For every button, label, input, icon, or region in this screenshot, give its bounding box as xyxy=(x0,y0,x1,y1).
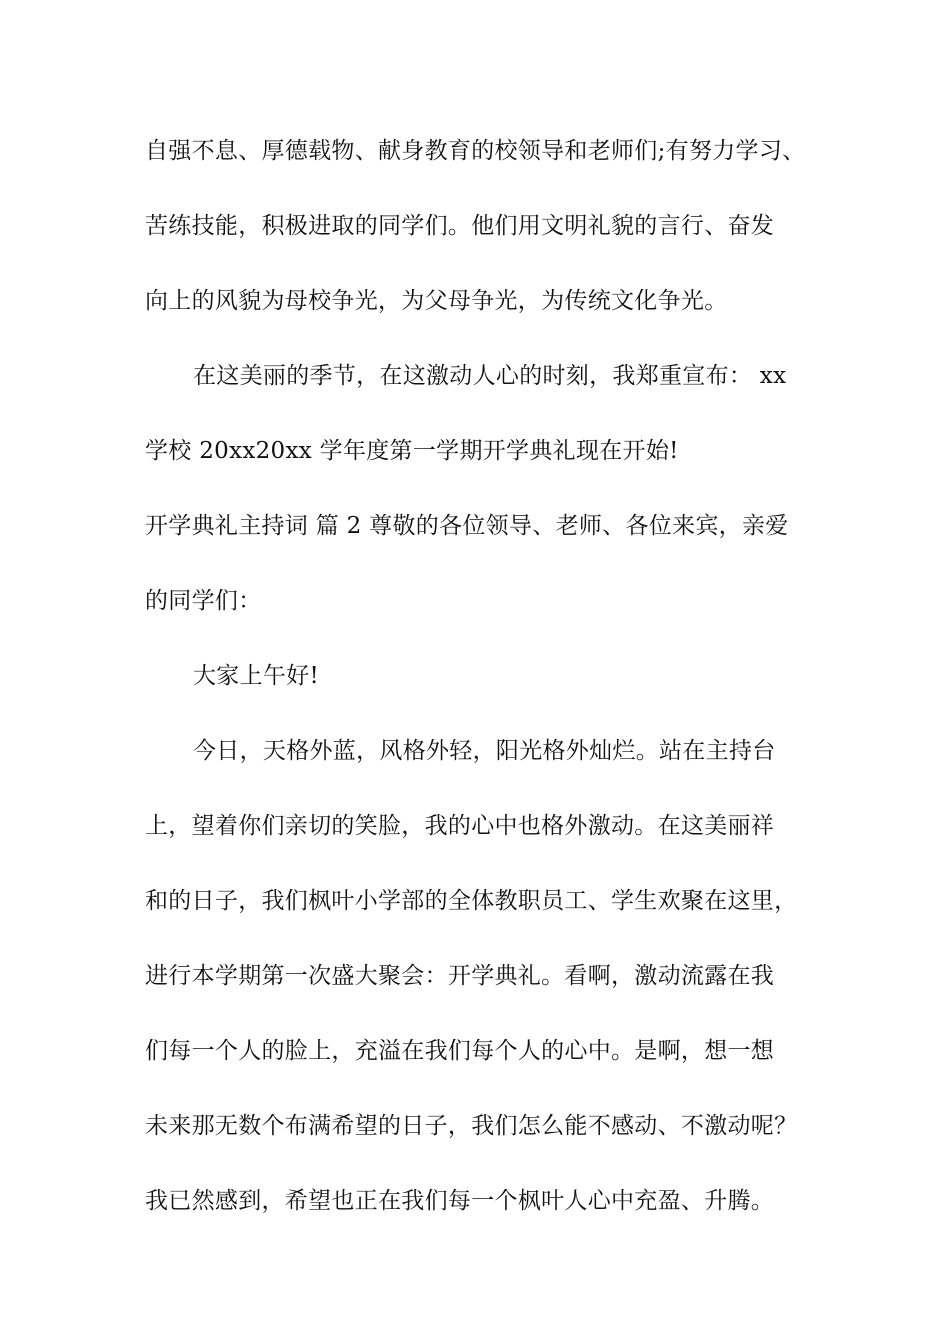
text-line: 苦练技能，积极进取的同学们。他们用文明礼貌的言行、奋发 xyxy=(145,213,775,239)
text-line: 学校 20xx20xx 学年度第一学期开学典礼现在开始! xyxy=(145,438,679,464)
text-line: 进行本学期第一次盛大聚会：开学典礼。看啊，激动流露在我 xyxy=(145,963,775,989)
text-line: 向上的风貌为母校争光，为父母争光，为传统文化争光。 xyxy=(145,288,728,314)
text-line: 我已然感到，希望也正在我们每一个枫叶人心中充盈、升腾。 xyxy=(145,1188,775,1214)
text-line: 们每一个人的脸上，充溢在我们每个人的心中。是啊，想一想 xyxy=(145,1038,775,1064)
text-line: 和的日子，我们枫叶小学部的全体教职员工、学生欢聚在这里， xyxy=(145,888,798,914)
section-heading-line: 开学典礼主持词 篇 2 尊敬的各位领导、老师、各位来宾，亲爱 xyxy=(145,513,789,539)
text-line: 上，望着你们亲切的笑脸，我的心中也格外激动。在这美丽祥 xyxy=(145,813,775,839)
text-line: 的同学们： xyxy=(145,588,262,614)
text-line: 在这美丽的季节，在这激动人心的时刻，我郑重宣布： xx xyxy=(193,363,787,389)
text-line: 未来那无数个布满希望的日子，我们怎么能不感动、不激动呢？ xyxy=(145,1113,798,1139)
text-line: 今日，天格外蓝，风格外轻，阳光格外灿烂。站在主持台 xyxy=(193,738,776,764)
text-line: 自强不息、厚德载物、献身教育的校领导和老师们;有努力学习、 xyxy=(145,138,806,164)
greeting-line: 大家上午好! xyxy=(193,663,320,689)
